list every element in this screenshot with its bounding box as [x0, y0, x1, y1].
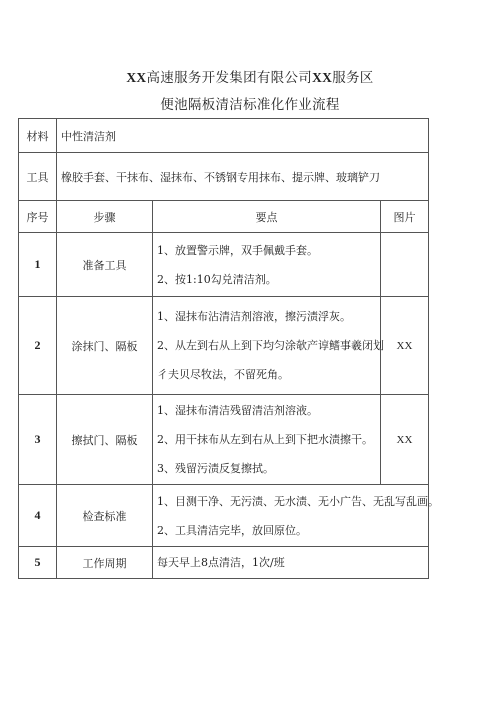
point-text: 1、湿抹布沾清洁剂溶液，擦污渍浮灰。	[157, 310, 351, 323]
row-points	[153, 485, 439, 547]
tools-label: 工具	[19, 153, 57, 201]
material-row	[19, 119, 429, 153]
point-text: 2、按1:10勾兑清洁剂。	[157, 272, 277, 286]
header-image: 图片	[381, 201, 429, 233]
point-text: 彳夫贝尽牧法，不留死角。	[157, 368, 289, 381]
row-number: 4	[19, 485, 57, 547]
row-points	[153, 297, 384, 395]
row-image: XX	[381, 297, 429, 395]
point-text: 1、放置警示牌，双手佩戴手套。	[157, 243, 318, 257]
header-no: 序号	[19, 201, 57, 233]
point-text: 2、从左到右从上到下均匀涂欹产谆鳍事羲闭划	[157, 339, 384, 352]
row-points	[153, 547, 429, 579]
material-value: 中性清洁剂	[57, 119, 429, 153]
point-text: 1、湿抹布清洁残留清洁剂溶液。	[157, 404, 318, 417]
procedure-table	[18, 118, 439, 579]
row-number: 3	[19, 395, 57, 485]
table-row	[19, 485, 429, 547]
point-text: 3、残留污渍反复擦拭。	[157, 462, 274, 475]
material-label: 材料	[19, 119, 57, 153]
tools-row	[19, 153, 429, 201]
table-row	[19, 547, 429, 579]
point-text: 2、用干抹布从左到右从上到下把水渍擦干。	[157, 433, 373, 446]
row-points	[153, 395, 381, 485]
point-text: 2、工具清洁完毕，放回原位。	[157, 523, 307, 537]
row-image	[381, 233, 429, 297]
row-points	[153, 233, 381, 297]
row-step: 涂抹门、隔板	[57, 297, 153, 395]
header-row	[19, 201, 429, 233]
row-image: XX	[381, 395, 429, 485]
point-text: 1、目测干净、无污渍、无水渍、无小广告、无乱写乱画。	[157, 494, 439, 508]
header-step: 步骤	[57, 201, 153, 233]
row-number: 1	[19, 233, 57, 297]
row-number: 2	[19, 297, 57, 395]
document-title: XX高速服务开发集团有限公司XX服务区	[126, 70, 374, 86]
row-number: 5	[19, 547, 57, 579]
header-points: 要点	[153, 201, 381, 233]
table-row	[19, 297, 429, 395]
table-row	[19, 395, 429, 485]
document-subtitle: 便池隔板清洁标准化作业流程	[160, 97, 340, 113]
row-step: 工作周期	[57, 547, 153, 579]
point-text: 每天早上8点清洁，1次/班	[157, 556, 285, 569]
tools-value: 橡胶手套、干抹布、湿抹布、不锈钢专用抹布、提示牌、玻璃铲刀	[57, 153, 429, 201]
row-step: 检查标准	[57, 485, 153, 547]
table-row	[19, 233, 429, 297]
row-step: 擦拭门、隔板	[57, 395, 153, 485]
row-step: 准备工具	[57, 233, 153, 297]
